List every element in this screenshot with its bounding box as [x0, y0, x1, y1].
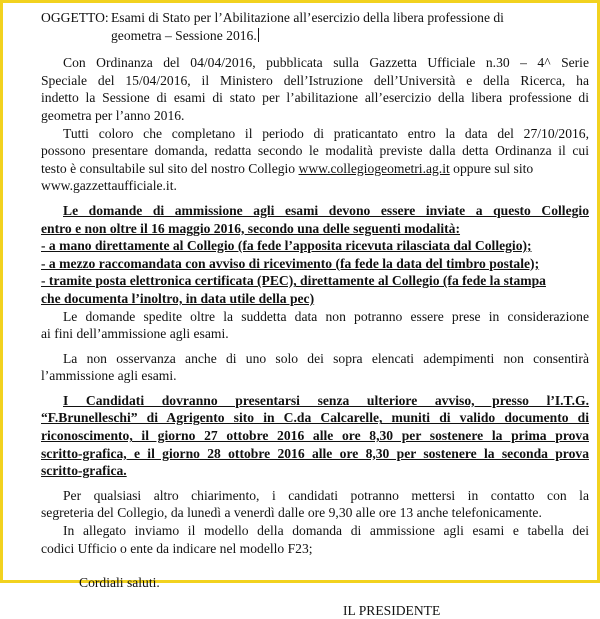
subject-label: OGGETTO:: [41, 10, 109, 25]
signature-line: [41, 602, 589, 619]
para5-line: Per qualsiasi altro chiarimento, i candidati potranno mettersi in contatto con la: [63, 487, 589, 503]
paragraph-spedite: [41, 308, 589, 343]
bold1-line: - a mezzo raccomandata con avviso di ricevimento (fa fede la data del timbro postale);: [41, 255, 540, 271]
para1-line: indetto la Sessione di esami di stato per l’abilitazione all’esercizio della libera professione di: [41, 90, 589, 106]
para2-line-link2: [41, 177, 589, 195]
bold1-line: - a mano direttamente al Collegio (fa fede l’apposita ricevuta rilasciata dal Collegio);: [41, 238, 532, 254]
bold1-line: entro e non oltre il 16 maggio 2016, secondo una delle seguenti modalità:: [41, 220, 461, 236]
subject-line-2: [41, 27, 589, 45]
para6-line: codici Ufficio o ente da indicare nel modello F23;: [41, 540, 313, 556]
bold1-line: - tramite posta elettronica certificata (PEC), direttamente al Collegio (fa fede la stampa: [41, 273, 546, 289]
bold1-line: che documenta l’inoltro, in data utile della pec): [41, 290, 315, 306]
subject-text-1: Esami di Stato per l’Abilitazione all’esercizio della libera professione di: [111, 10, 504, 25]
para6-line: In allegato inviamo il modello della domanda di ammissione agli esami e tabella dei: [63, 523, 589, 539]
text-cursor: [258, 28, 259, 42]
para4-line: l’ammissione agli esami.: [41, 368, 177, 384]
para1-line: Speciale del 15/04/2016, il Ministero dell’Istruzione dell’Università e della Ricerca, ha: [41, 72, 589, 88]
gazzetta-link[interactable]: www.gazzettaufficiale.it.: [41, 178, 177, 194]
bold2-line: riconoscimento, il giorno 27 ottobre 2016 alle ore 8,30 per sostenere la prima prova: [41, 428, 589, 444]
para2-line: possono presentare domanda, redatta secondo le modalità previste dalla detta Ordinanza il cui: [41, 143, 589, 159]
signature-president: IL PRESIDENTE: [343, 602, 441, 618]
subject-line-1: [41, 9, 589, 27]
bold2-line: scritto-grafica.: [41, 463, 127, 479]
paragraph-praticantato: [41, 125, 589, 195]
bold2-line: scritto-grafica, e il giorno 28 ottobre 2016 alle ore 8,30 per sostenere la seconda prova: [41, 445, 589, 461]
collegio-link[interactable]: www.collegiogeometri.ag.it: [298, 160, 450, 176]
bold2-line: I Candidati dovranno presentarsi senza ulteriore avviso, presso l’I.T.G.: [63, 392, 589, 408]
bold1-line: Le domande di ammissione agli esami devono essere inviate a questo Collegio: [63, 202, 589, 218]
paragraph-osservanza: [41, 350, 589, 385]
closing-greeting: Cordiali saluti.: [79, 575, 160, 591]
para1-line: Con Ordinanza del 04/04/2016, pubblicata sulla Gazzetta Ufficiale n.30 – 4^ Serie: [63, 55, 589, 71]
para4-line: La non osservanza anche di uno solo dei sopra elencati adempimenti non consentirà: [63, 350, 589, 366]
subject-text-2: geometra – Sessione 2016.: [111, 27, 257, 43]
bold2-line: “F.Brunelleschi” di Agrigento sito in C.da Calcarelle, muniti di valido documento di: [41, 410, 589, 426]
para2-line-links: [41, 160, 589, 178]
para2-text: oppure sul sito: [449, 160, 534, 176]
para3-line: ai fini dell’ammissione agli esami.: [41, 326, 229, 342]
para5-line: segreteria del Collegio, da lunedì a venerdì dalle ore 9,30 alle ore 13 anche telefonicamente.: [41, 505, 542, 521]
bold-notice-domande: [41, 202, 589, 308]
letter-body: [41, 9, 589, 619]
para1-line: geometra per l’anno 2016.: [41, 107, 185, 123]
para3-line: Le domande spedite oltre la suddetta data non potranno essere prese in considerazione: [63, 308, 589, 324]
paragraph-ordinanza: [41, 54, 589, 124]
paragraph-chiarimento: [41, 487, 589, 522]
bold-notice-candidati: [41, 392, 589, 480]
paragraph-allegato: [41, 522, 589, 557]
para2-text: testo è consultabile sul sito del nostro Collegio: [41, 160, 299, 176]
para2-line: Tutti coloro che completano il periodo di praticantato entro la data del 27/10/2016,: [63, 125, 589, 141]
